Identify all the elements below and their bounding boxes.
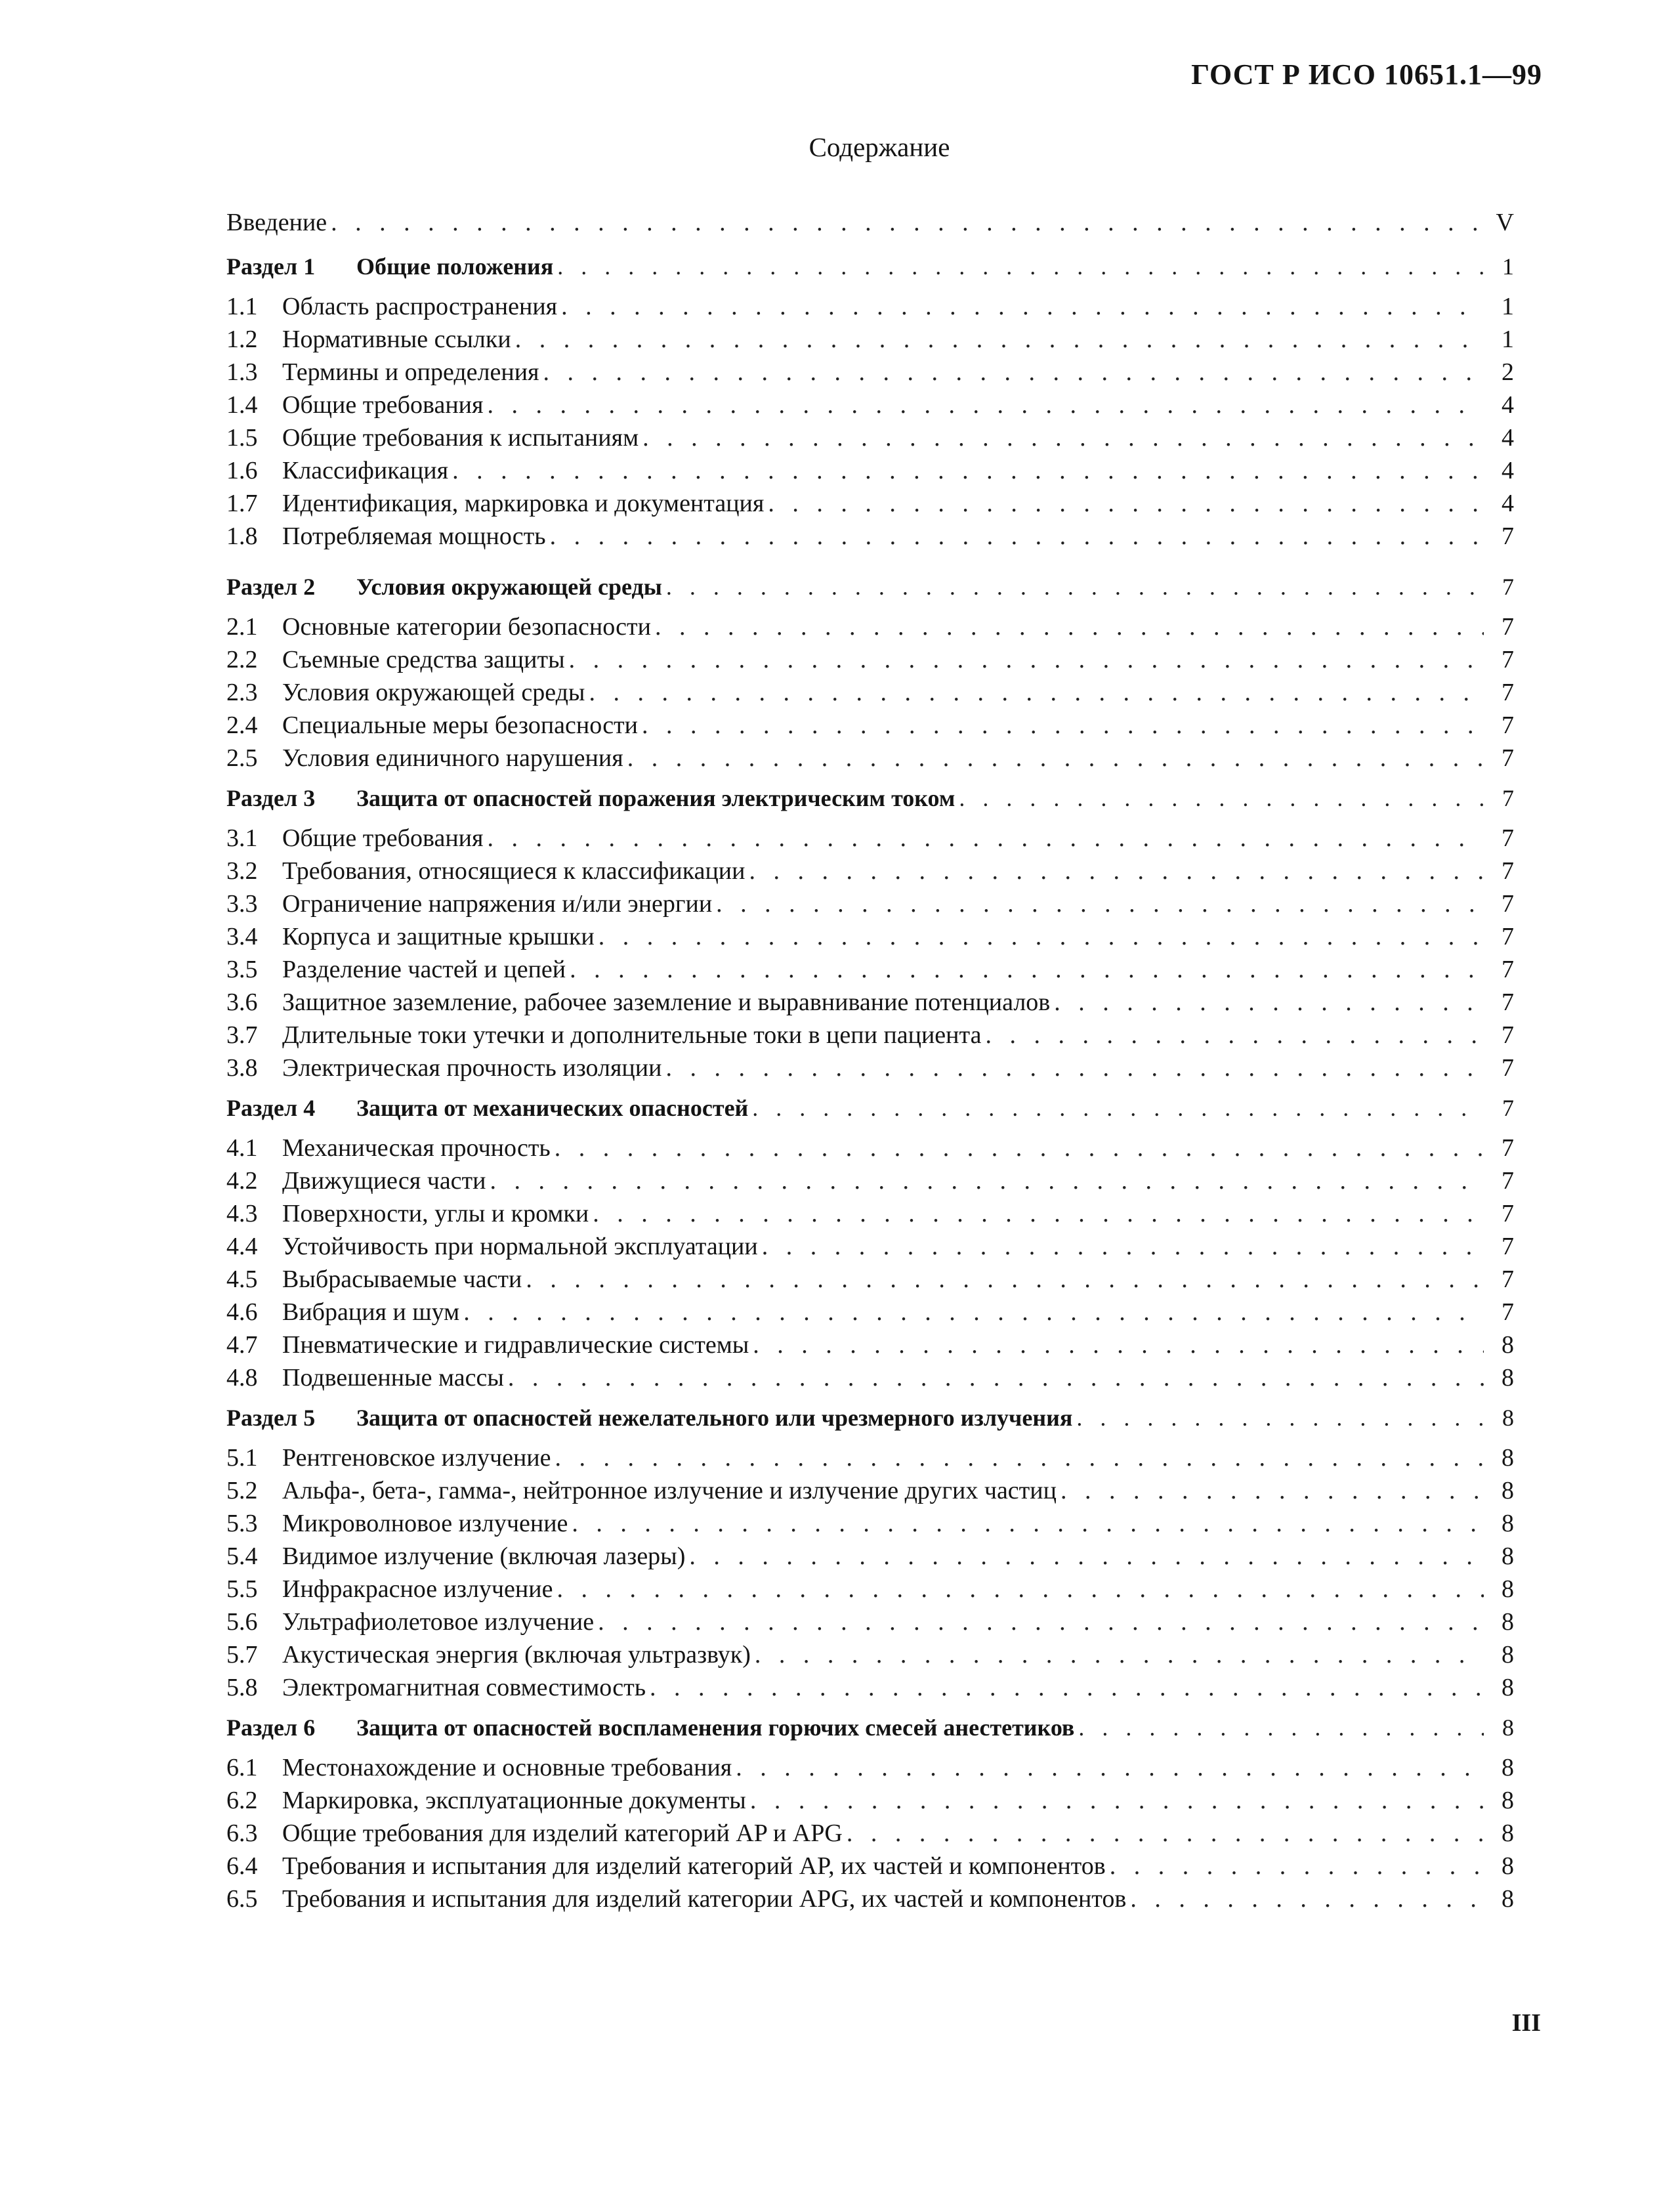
toc-entry[interactable] bbox=[226, 421, 1514, 454]
dot-leader bbox=[570, 953, 1484, 986]
section-page: 7 bbox=[1502, 785, 1514, 811]
dot-leader bbox=[572, 1507, 1484, 1540]
toc-entry[interactable] bbox=[226, 1817, 1514, 1850]
entry-title: Ограничение напряжения и/или энергии bbox=[282, 890, 713, 918]
entry-title: Разделение частей и цепей bbox=[282, 956, 566, 983]
entry-number: 1.7 bbox=[226, 490, 258, 517]
toc-section-5[interactable] bbox=[226, 1394, 1514, 1441]
entry-number: 1.3 bbox=[226, 358, 258, 386]
dot-leader bbox=[1130, 1882, 1484, 1915]
toc-entry[interactable] bbox=[226, 1751, 1514, 1784]
section-title: Общие положения bbox=[356, 253, 554, 280]
entry-number: 5.3 bbox=[226, 1510, 258, 1537]
entry-page: 7 bbox=[1502, 1266, 1514, 1293]
entry-title: Электрическая прочность изоляции bbox=[282, 1054, 662, 1082]
entry-number: 3.8 bbox=[226, 1054, 258, 1082]
dot-leader bbox=[508, 1361, 1484, 1394]
entry-page: 1 bbox=[1502, 326, 1514, 353]
toc-entry[interactable] bbox=[226, 1573, 1514, 1606]
entry-page: 4 bbox=[1502, 457, 1514, 484]
entry-number: 2.4 bbox=[226, 712, 258, 739]
entry-page: 8 bbox=[1502, 1477, 1514, 1504]
entry-number: 3.7 bbox=[226, 1021, 258, 1049]
section-title: Условия окружающей среды bbox=[356, 574, 662, 600]
entry-page: 7 bbox=[1502, 1200, 1514, 1227]
dot-leader bbox=[959, 775, 1484, 822]
entry-title: Пневматические и гидравлические системы bbox=[282, 1331, 749, 1359]
dot-leader bbox=[642, 421, 1484, 454]
entry-title: Нормативные ссылки bbox=[282, 326, 511, 353]
dot-leader bbox=[655, 610, 1484, 643]
section-page: 1 bbox=[1502, 253, 1514, 280]
dot-leader bbox=[490, 1164, 1484, 1197]
entry-page: 4 bbox=[1502, 424, 1514, 452]
toc-entry[interactable] bbox=[226, 1441, 1514, 1474]
entry-number: 5.1 bbox=[226, 1444, 258, 1472]
entry-title: Основные категории безопасности bbox=[282, 613, 651, 641]
dot-leader bbox=[1078, 1704, 1484, 1751]
entry-number: 2.2 bbox=[226, 646, 258, 673]
entry-page: 7 bbox=[1502, 1134, 1514, 1162]
entry-number: 1.4 bbox=[226, 391, 258, 419]
dot-leader bbox=[749, 855, 1484, 887]
section-page: 8 bbox=[1502, 1714, 1514, 1741]
entry-number: 4.4 bbox=[226, 1233, 258, 1260]
entry-page: 7 bbox=[1502, 890, 1514, 918]
entry-number: 5.5 bbox=[226, 1575, 258, 1603]
toc-entry[interactable] bbox=[226, 1540, 1514, 1573]
toc-entry[interactable] bbox=[226, 1197, 1514, 1230]
entry-title: Потребляемая мощность bbox=[282, 522, 546, 550]
dot-leader bbox=[666, 563, 1484, 610]
toc-entry[interactable] bbox=[226, 920, 1514, 953]
toc-entry[interactable] bbox=[226, 1606, 1514, 1638]
entry-page: 8 bbox=[1502, 1852, 1514, 1880]
dot-leader bbox=[762, 1230, 1484, 1263]
section-title: Защита от опасностей воспламенения горючих смесей анестетиков bbox=[356, 1714, 1075, 1741]
entry-page: 7 bbox=[1502, 923, 1514, 950]
toc-section-3[interactable] bbox=[226, 775, 1514, 822]
toc-entry[interactable] bbox=[226, 454, 1514, 487]
dot-leader bbox=[1060, 1474, 1484, 1507]
toc-entry[interactable] bbox=[226, 855, 1514, 887]
dot-leader bbox=[627, 742, 1484, 775]
toc-section-6[interactable] bbox=[226, 1704, 1514, 1751]
entry-page: 8 bbox=[1502, 1674, 1514, 1701]
entry-title: Съемные средства защиты bbox=[282, 646, 565, 673]
entry-number: 2.1 bbox=[226, 613, 258, 641]
entry-title: Корпуса и защитные крышки bbox=[282, 923, 595, 950]
entry-number: 5.7 bbox=[226, 1641, 258, 1669]
dot-leader bbox=[750, 1784, 1484, 1817]
entry-number: 3.2 bbox=[226, 857, 258, 885]
entry-page: 7 bbox=[1502, 744, 1514, 772]
entry-title: Длительные токи утечки и дополнительные токи в цепи пациента bbox=[282, 1021, 982, 1049]
toc-entry[interactable] bbox=[226, 1361, 1514, 1394]
entry-page: 7 bbox=[1502, 956, 1514, 983]
toc-entry[interactable] bbox=[226, 487, 1514, 520]
dot-leader bbox=[487, 822, 1484, 855]
entry-title: Требования и испытания для изделий категории APG, их частей и компонентов bbox=[282, 1885, 1127, 1913]
dot-leader bbox=[752, 1084, 1484, 1132]
entry-title: Местонахождение и основные требования bbox=[282, 1754, 732, 1781]
dot-leader bbox=[1110, 1850, 1484, 1882]
entry-page: 8 bbox=[1502, 1608, 1514, 1636]
dot-leader bbox=[768, 487, 1484, 520]
entry-number: 1.5 bbox=[226, 424, 258, 452]
entry-page: 7 bbox=[1502, 1167, 1514, 1195]
entry-number: 5.6 bbox=[226, 1608, 258, 1636]
entry-number: 3.5 bbox=[226, 956, 258, 983]
toc-entry[interactable] bbox=[226, 1638, 1514, 1671]
entry-page: 8 bbox=[1502, 1364, 1514, 1392]
entry-page: 8 bbox=[1502, 1444, 1514, 1472]
entry-title: Видимое излучение (включая лазеры) bbox=[282, 1542, 686, 1570]
entry-title: Условия окружающей среды bbox=[282, 679, 585, 706]
entry-title: Специальные меры безопасности bbox=[282, 712, 639, 739]
dot-leader bbox=[556, 1573, 1484, 1606]
dot-leader bbox=[550, 520, 1484, 553]
dot-leader bbox=[650, 1671, 1484, 1704]
table-of-contents bbox=[226, 202, 1514, 1915]
entry-page: 7 bbox=[1502, 1298, 1514, 1326]
toc-entry[interactable] bbox=[226, 610, 1514, 643]
entry-page: 8 bbox=[1502, 1754, 1514, 1781]
entry-page: 8 bbox=[1502, 1510, 1514, 1537]
entry-number: 6.4 bbox=[226, 1852, 258, 1880]
dot-leader bbox=[593, 1197, 1484, 1230]
entry-title: Требования и испытания для изделий категорий AP, их частей и компонентов bbox=[282, 1852, 1106, 1880]
entry-title: Область распространения bbox=[282, 293, 558, 320]
section-label: Раздел 5 bbox=[226, 1405, 316, 1431]
entry-page: 8 bbox=[1502, 1787, 1514, 1814]
toc-entry[interactable] bbox=[226, 356, 1514, 389]
entry-title: Классификация bbox=[282, 457, 449, 484]
entry-number: 5.2 bbox=[226, 1477, 258, 1504]
entry-number: 6.5 bbox=[226, 1885, 258, 1913]
dot-leader bbox=[569, 643, 1484, 676]
toc-entry-title: Введение bbox=[226, 209, 327, 236]
dot-leader bbox=[555, 1132, 1484, 1164]
toc-entry[interactable] bbox=[226, 1052, 1514, 1084]
entry-title: Подвешенные массы bbox=[282, 1364, 504, 1392]
entry-number: 4.3 bbox=[226, 1200, 258, 1227]
dot-leader bbox=[1076, 1394, 1484, 1441]
toc-entry-page: V bbox=[1496, 209, 1514, 236]
toc-entry[interactable] bbox=[226, 1671, 1514, 1704]
entry-number: 4.6 bbox=[226, 1298, 258, 1326]
dot-leader bbox=[463, 1296, 1484, 1329]
dot-leader bbox=[543, 356, 1484, 389]
entry-page: 7 bbox=[1502, 646, 1514, 673]
toc-entry[interactable] bbox=[226, 389, 1514, 421]
dot-leader bbox=[753, 1329, 1484, 1361]
entry-title: Общие требования bbox=[282, 824, 484, 852]
toc-entry-intro[interactable] bbox=[226, 202, 1514, 243]
toc-entry[interactable] bbox=[226, 1474, 1514, 1507]
entry-number: 4.7 bbox=[226, 1331, 258, 1359]
entry-number: 1.8 bbox=[226, 522, 258, 550]
dot-leader bbox=[555, 1441, 1484, 1474]
entry-page: 7 bbox=[1502, 824, 1514, 852]
entry-page: 7 bbox=[1502, 679, 1514, 706]
dot-leader bbox=[589, 676, 1484, 709]
dot-leader bbox=[452, 454, 1484, 487]
entry-page: 7 bbox=[1502, 712, 1514, 739]
toc-title: Содержание bbox=[808, 132, 950, 162]
entry-number: 4.5 bbox=[226, 1266, 258, 1293]
toc-entry[interactable] bbox=[226, 1263, 1514, 1296]
toc-entry[interactable] bbox=[226, 1850, 1514, 1882]
entry-page: 7 bbox=[1502, 613, 1514, 641]
section-page: 8 bbox=[1502, 1405, 1514, 1431]
dot-leader bbox=[1054, 986, 1484, 1019]
entry-number: 6.1 bbox=[226, 1754, 258, 1781]
entry-number: 1.1 bbox=[226, 293, 258, 320]
entry-page: 7 bbox=[1502, 522, 1514, 550]
entry-number: 3.4 bbox=[226, 923, 258, 950]
entry-page: 7 bbox=[1502, 857, 1514, 885]
dot-leader bbox=[716, 887, 1484, 920]
toc-section-2[interactable] bbox=[226, 563, 1514, 610]
entry-page: 4 bbox=[1502, 391, 1514, 419]
entry-page: 8 bbox=[1502, 1819, 1514, 1847]
entry-number: 4.2 bbox=[226, 1167, 258, 1195]
entry-page: 8 bbox=[1502, 1885, 1514, 1913]
entry-page: 2 bbox=[1502, 358, 1514, 386]
entry-page: 1 bbox=[1502, 293, 1514, 320]
dot-leader bbox=[736, 1751, 1484, 1784]
entry-title: Термины и определения bbox=[282, 358, 539, 386]
entry-page: 8 bbox=[1502, 1331, 1514, 1359]
section-label: Раздел 2 bbox=[226, 574, 316, 600]
entry-title: Электромагнитная совместимость bbox=[282, 1674, 646, 1701]
toc-entry[interactable] bbox=[226, 986, 1514, 1019]
entry-number: 3.6 bbox=[226, 989, 258, 1016]
entry-number: 1.6 bbox=[226, 457, 258, 484]
entry-number: 6.2 bbox=[226, 1787, 258, 1814]
entry-page: 7 bbox=[1502, 1021, 1514, 1049]
toc-entry[interactable] bbox=[226, 1507, 1514, 1540]
toc-entry[interactable] bbox=[226, 1296, 1514, 1329]
toc-entry[interactable] bbox=[226, 1882, 1514, 1915]
entry-number: 3.3 bbox=[226, 890, 258, 918]
section-title: Защита от опасностей поражения электрическим током bbox=[356, 785, 956, 811]
entry-title: Общие требования для изделий категорий AP и APG bbox=[282, 1819, 843, 1847]
entry-title: Условия единичного нарушения bbox=[282, 744, 623, 772]
dot-leader bbox=[689, 1540, 1484, 1573]
entry-title: Акустическая энергия (включая ультразвук) bbox=[282, 1641, 751, 1669]
entry-number: 4.1 bbox=[226, 1134, 258, 1162]
entry-title: Общие требования к испытаниям bbox=[282, 424, 639, 452]
entry-number: 6.3 bbox=[226, 1819, 258, 1847]
entry-page: 8 bbox=[1502, 1575, 1514, 1603]
entry-title: Идентификация, маркировка и документация bbox=[282, 490, 765, 517]
dot-leader bbox=[487, 389, 1484, 421]
entry-title: Поверхности, углы и кромки bbox=[282, 1200, 589, 1227]
dot-leader bbox=[598, 920, 1484, 953]
toc-entry[interactable] bbox=[226, 520, 1514, 553]
entry-title: Рентгеновское излучение bbox=[282, 1444, 551, 1472]
entry-number: 2.5 bbox=[226, 744, 258, 772]
toc-entry[interactable] bbox=[226, 1230, 1514, 1263]
toc-entry[interactable] bbox=[226, 953, 1514, 986]
entry-page: 7 bbox=[1502, 1233, 1514, 1260]
entry-title: Механическая прочность bbox=[282, 1134, 551, 1162]
entry-number: 4.8 bbox=[226, 1364, 258, 1392]
toc-entry[interactable] bbox=[226, 742, 1514, 775]
toc-entry[interactable] bbox=[226, 1329, 1514, 1361]
section-title: Защита от механических опасностей bbox=[356, 1095, 749, 1121]
document-id: ГОСТ Р ИСО 10651.1—99 bbox=[1191, 58, 1542, 91]
dot-leader bbox=[526, 1263, 1484, 1296]
section-label: Раздел 1 bbox=[226, 253, 316, 280]
toc-section-4[interactable] bbox=[226, 1084, 1514, 1132]
entry-title: Инфракрасное излучение bbox=[282, 1575, 553, 1603]
toc-entry[interactable] bbox=[226, 323, 1514, 356]
entry-page: 7 bbox=[1502, 1054, 1514, 1082]
entry-page: 8 bbox=[1502, 1542, 1514, 1570]
dot-leader bbox=[847, 1817, 1484, 1850]
dot-leader bbox=[557, 243, 1484, 290]
entry-page: 4 bbox=[1502, 490, 1514, 517]
entry-title: Выбрасываемые части bbox=[282, 1266, 522, 1293]
dot-leader bbox=[515, 323, 1484, 356]
entry-page: 7 bbox=[1502, 989, 1514, 1016]
dot-leader bbox=[755, 1638, 1484, 1671]
section-label: Раздел 6 bbox=[226, 1714, 316, 1741]
section-title: Защита от опасностей нежелательного или чрезмерного излучения bbox=[356, 1405, 1073, 1431]
section-page: 7 bbox=[1502, 574, 1514, 600]
toc-entry[interactable] bbox=[226, 1132, 1514, 1164]
section-label: Раздел 3 bbox=[226, 785, 316, 811]
dot-leader bbox=[561, 290, 1484, 323]
entry-title: Движущиеся части bbox=[282, 1167, 486, 1195]
toc-entry[interactable] bbox=[226, 1164, 1514, 1197]
dot-leader bbox=[985, 1019, 1484, 1052]
entry-title: Устойчивость при нормальной эксплуатации bbox=[282, 1233, 758, 1260]
entry-number: 5.4 bbox=[226, 1542, 258, 1570]
entry-title: Общие требования bbox=[282, 391, 484, 419]
entry-number: 3.1 bbox=[226, 824, 258, 852]
toc-entry[interactable] bbox=[226, 887, 1514, 920]
toc-entry[interactable] bbox=[226, 290, 1514, 323]
entry-title: Вибрация и шум bbox=[282, 1298, 460, 1326]
toc-entry[interactable] bbox=[226, 709, 1514, 742]
entry-title: Маркировка, эксплуатационные документы bbox=[282, 1787, 746, 1814]
entry-number: 1.2 bbox=[226, 326, 258, 353]
entry-page: 8 bbox=[1502, 1641, 1514, 1669]
entry-title: Требования, относящиеся к классификации bbox=[282, 857, 746, 885]
toc-entry[interactable] bbox=[226, 822, 1514, 855]
entry-title: Микроволновое излучение bbox=[282, 1510, 568, 1537]
dot-leader bbox=[665, 1052, 1484, 1084]
page-folio: III bbox=[1511, 2009, 1541, 2037]
dot-leader bbox=[598, 1606, 1484, 1638]
section-label: Раздел 4 bbox=[226, 1095, 316, 1121]
toc-entry[interactable] bbox=[226, 643, 1514, 676]
entry-title: Защитное заземление, рабочее заземление и выравнивание потенциалов bbox=[282, 989, 1051, 1016]
toc-entry[interactable] bbox=[226, 1784, 1514, 1817]
dot-leader bbox=[331, 202, 1484, 243]
toc-entry[interactable] bbox=[226, 1019, 1514, 1052]
dot-leader bbox=[642, 709, 1484, 742]
entry-number: 5.8 bbox=[226, 1674, 258, 1701]
entry-title: Альфа-, бета-, гамма-, нейтронное излучение и излучение других частиц bbox=[282, 1477, 1057, 1504]
entry-title: Ультрафиолетовое излучение bbox=[282, 1608, 595, 1636]
section-page: 7 bbox=[1502, 1095, 1514, 1121]
entry-number: 2.3 bbox=[226, 679, 258, 706]
toc-entry[interactable] bbox=[226, 676, 1514, 709]
toc-section-1[interactable] bbox=[226, 243, 1514, 290]
